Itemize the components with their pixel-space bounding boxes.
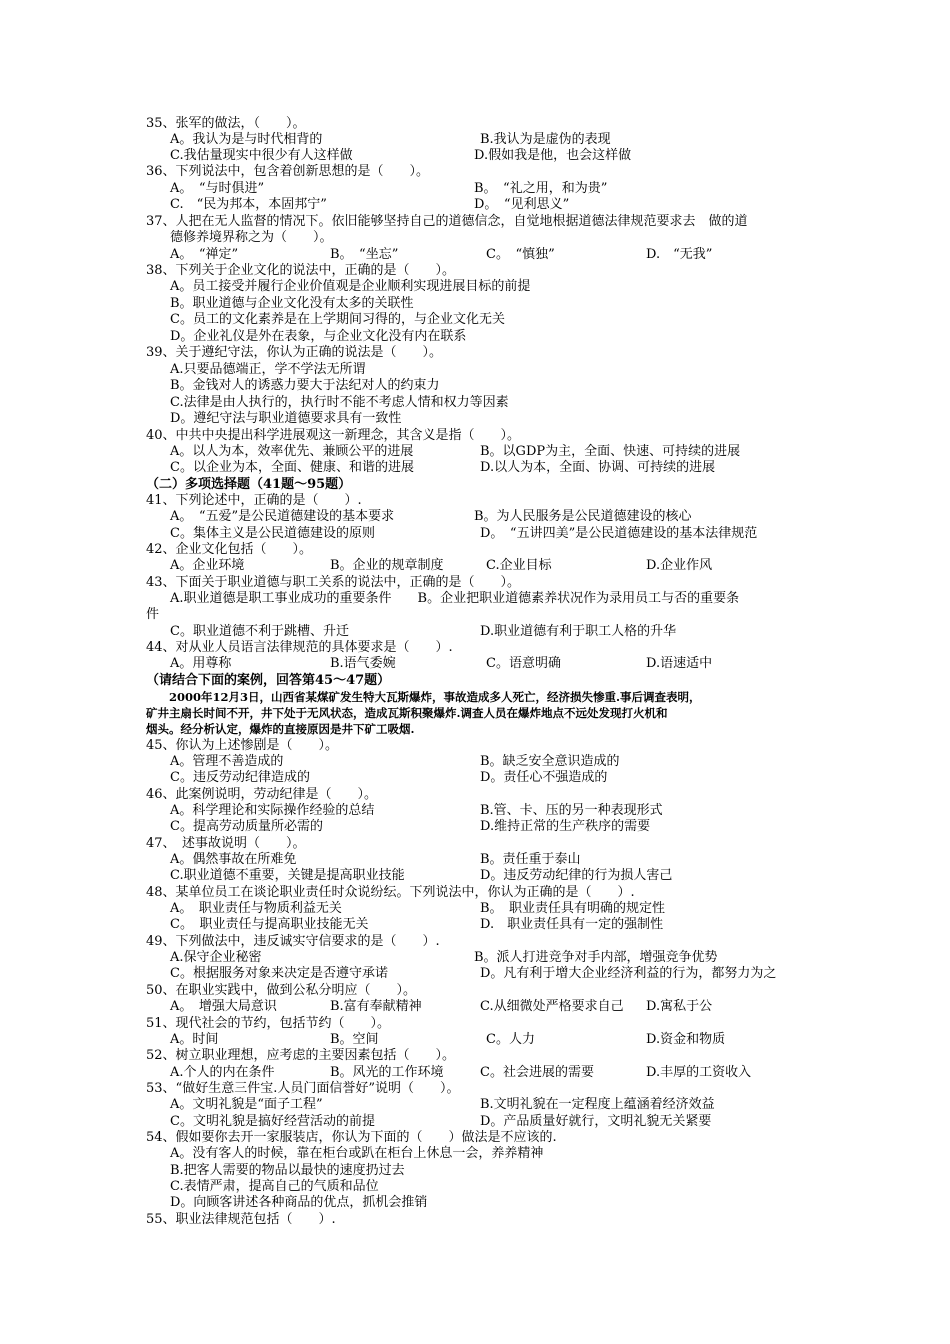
option-49-a: A.保守企业秘密 [170,950,262,965]
option-36-c: C. “民为邦本，本固邦宁” [170,197,327,212]
option-47-b: B。责任重于泰山 [480,852,581,867]
question-47-stem: 47、 述事故说明（ ）。 [146,836,306,851]
option-40-b: B。以GDP为主，全面、快速、可持续的进展 [480,444,741,459]
option-52-a: A.个人的内在条件 [170,1065,275,1080]
option-46-b: B.管、卡、压的另一种表现形式 [480,803,663,818]
option-44-a: A。用尊称 [170,656,232,671]
option-40-c: C。以企业为本，全面、健康、和谐的进展 [170,460,414,475]
question-40-stem: 40、中共中央提出科学进展观这一新理念，其含义是指（ ）。 [146,428,521,443]
option-36-a: A。 “与时俱进” [170,181,265,196]
option-46-a: A。科学理论和实际操作经验的总结 [170,803,375,818]
option-52-b: B。风光的工作环境 [330,1065,444,1080]
question-42-stem: 42、企业文化包括（ ）。 [146,542,313,557]
option-38-b: B。职业道德与企业文化没有太多的关联性 [170,296,414,311]
question-37-stem-cont: 德修养境界称之为（ ）。 [170,230,333,245]
option-39-b: B。金钱对人的诱惑力要大于法纪对人的约束力 [170,378,440,393]
option-36-b: B。 “礼之用，和为贵” [474,181,608,196]
case-text-line-3: 烟头。经分析认定，爆炸的直接原因是井下矿工吸烟. [146,722,415,736]
option-45-b: B。缺乏安全意识造成的 [480,754,620,769]
option-44-b: B.语气委婉 [330,656,396,671]
question-46-stem: 46、此案例说明，劳动纪律是（ ）。 [146,787,378,802]
question-48-stem: 48、某单位员工在谈论职业责任时众说纷纭。下列说法中，你认为正确的是（ ）. [146,885,635,900]
question-52-stem: 52、树立职业理想，应考虑的主要因素包括（ ）。 [146,1048,456,1063]
option-51-a: A。时间 [170,1032,219,1047]
option-41-d: D。 “五讲四美”是公民道德建设的基本法律规范 [480,526,758,541]
option-47-c: C.职业道德不重要，关键是提高职业技能 [170,868,405,883]
option-42-b: B。企业的规章制度 [330,558,444,573]
option-50-b: B.富有奉献精神 [330,999,422,1014]
option-49-b: B。派人打进竞争对手内部，增强竞争优势 [474,950,718,965]
question-35-stem: 35、张军的做法，（ ）。 [146,116,306,131]
option-43-b-wrap: 件 [146,607,160,622]
question-53-stem: 53、“做好生意三件宝.人员门面信誉好”说明（ ）。 [146,1081,460,1096]
question-55-stem: 55、职业法律规范包括（ ）. [146,1212,336,1227]
question-50-stem: 50、在职业实践中，做到公私分明应（ ）。 [146,983,417,998]
option-54-d: D。向顾客讲述各种商品的优点，抓机会推销 [170,1195,428,1210]
option-47-a: A。偶然事故在所难免 [170,852,297,867]
question-45-stem: 45、你认为上述惨剧是（ ）。 [146,738,339,753]
option-43-a-b: A.职业道德是职工事业成功的重要条件 B。企业把职业道德素养状况作为录用员工与否的重要条 [170,591,740,606]
option-54-c: C.表情严肃，提高自己的气质和品位 [170,1179,379,1194]
option-39-a: A.只要品德端正，学不学法无所谓 [170,362,366,377]
option-54-b: B.把客人需要的物品以最快的速度扔过去 [170,1163,405,1178]
option-44-d: D.语速适中 [646,656,713,671]
option-52-d: D.丰厚的工资收入 [646,1065,752,1080]
option-37-c: C。 “慎独” [486,247,555,262]
option-38-d: D。企业礼仪是外在表象，与企业文化没有内在联系 [170,329,467,344]
question-44-stem: 44、对从业人员语言法律规范的具体要求是（ ）. [146,640,453,655]
option-43-d: D.职业道德有利于职工人格的升华 [480,624,677,639]
question-38-stem: 38、下列关于企业文化的说法中，正确的是（ ）。 [146,263,456,278]
option-48-d: D. 职业责任具有一定的强制性 [480,917,664,932]
option-49-d: D。凡有利于增大企业经济利益的行为，都努力为之 [480,966,777,981]
option-50-a: A。 增强大局意识 [170,999,277,1014]
option-37-b: B。 “坐忘” [330,247,399,262]
option-45-a: A。管理不善造成的 [170,754,284,769]
option-36-d: D。 “见利思义” [474,197,570,212]
option-53-b: B.文明礼貌在一定程度上蕴涵着经济效益 [480,1097,715,1112]
option-49-c: C。根据服务对象来决定是否遵守承诺 [170,966,388,981]
question-36-stem: 36、下列说法中，包含着创新思想的是（ ）。 [146,164,430,179]
option-51-b: B。空间 [330,1032,379,1047]
option-52-c: C。社会进展的需要 [480,1065,594,1080]
option-54-a: A。没有客人的时候，靠在柜台或趴在柜台上休息一会，养养精神 [170,1146,544,1161]
case-intro: （请结合下面的案例，回答第45～47题） [146,673,391,688]
option-38-a: A。员工接受并履行企业价值观是企业顺利实现进展目标的前提 [170,279,531,294]
question-39-stem: 39、关于遵纪守法，你认为正确的说法是（ ）。 [146,345,443,360]
option-42-d: D.企业作风 [646,558,713,573]
option-44-c: C。语意明确 [486,656,561,671]
section-heading-multiple-choice: （二）多项选择题（41题～95题） [146,477,352,492]
option-40-d: D.以人为本，全面、协调、可持续的进展 [480,460,716,475]
question-37-stem: 37、人把在无人监督的情况下。依旧能够坚持自己的道德信念，自觉地根据道德法律规范要求去 做的道 [146,214,748,229]
option-50-d: D.寓私于公 [646,999,713,1014]
question-51-stem: 51、现代社会的节约，包括节约（ ）。 [146,1016,391,1031]
option-35-c: C.我估量现实中很少有人这样做 [170,148,353,163]
option-48-b: B。 职业责任具有明确的规定性 [480,901,666,916]
option-37-a: A。 “禅定” [170,247,239,262]
option-53-c: C。文明礼貌是搞好经营活动的前提 [170,1114,375,1129]
question-43-stem: 43、下面关于职业道德与职工关系的说法中，正确的是（ ）。 [146,575,521,590]
case-text-line-2: 矿井主扇长时间不开，井下处于无风状态，造成瓦斯积聚爆炸.调查人员在爆炸地点不远处发现打火机和 [146,706,668,720]
option-42-a: A。企业环境 [170,558,245,573]
option-35-d: D.假如我是他，也会这样做 [474,148,632,163]
option-46-c: C。提高劳动质量所必需的 [170,819,323,834]
option-53-a: A。文明礼貌是“面子工程” [170,1097,323,1112]
option-45-d: D。责任心不强造成的 [480,770,608,785]
option-43-c: C。职业道德不利于跳槽、升迁 [170,624,349,639]
question-54-stem: 54、假如要你去开一家服装店，你认为下面的（ ）做法是不应该的. [146,1130,557,1145]
option-46-d: D.维持正常的生产秩序的需要 [480,819,651,834]
option-50-c: C.从细微处严格要求自己 [480,999,624,1014]
option-48-c: C。 职业责任与提高职业技能无关 [170,917,369,932]
option-42-c: C.企业目标 [486,558,552,573]
option-35-a: A。我认为是与时代相背的 [170,132,323,147]
question-41-stem: 41、下列论述中，正确的是（ ）. [146,493,362,508]
option-37-d: D. “无我” [646,247,713,262]
option-47-d: D。违反劳动纪律的行为损人害己 [480,868,673,883]
option-48-a: A。 职业责任与物质利益无关 [170,901,342,916]
case-text-line-1: 2000年12月3日，山西省某煤矿发生特大瓦斯爆炸，事故造成多人死亡，经济损失惨重.事后调查表明， [146,690,701,704]
option-41-a: A。 “五爱”是公民道德建设的基本要求 [170,509,395,524]
option-53-d: D。产品质量好就行，文明礼貌无关紧要 [480,1114,712,1129]
option-45-c: C。违反劳动纪律造成的 [170,770,310,785]
question-49-stem: 49、下列做法中，违反诚实守信要求的是（ ）. [146,934,440,949]
option-41-c: C。集体主义是公民道德建设的原则 [170,526,375,541]
option-39-d: D。遵纪守法与职业道德要求具有一致性 [170,411,402,426]
option-39-c: C.法律是由人执行的，执行时不能不考虑人情和权力等因素 [170,395,509,410]
option-41-b: B。为人民服务是公民道德建设的核心 [474,509,692,524]
option-38-c: C。员工的文化素养是在上学期间习得的，与企业文化无关 [170,312,505,327]
option-51-d: D.资金和物质 [646,1032,726,1047]
option-40-a: A。以人为本，效率优先、兼顾公平的进展 [170,444,414,459]
option-51-c: C。人力 [486,1032,535,1047]
option-35-b: B.我认为是虚伪的表现 [480,132,611,147]
